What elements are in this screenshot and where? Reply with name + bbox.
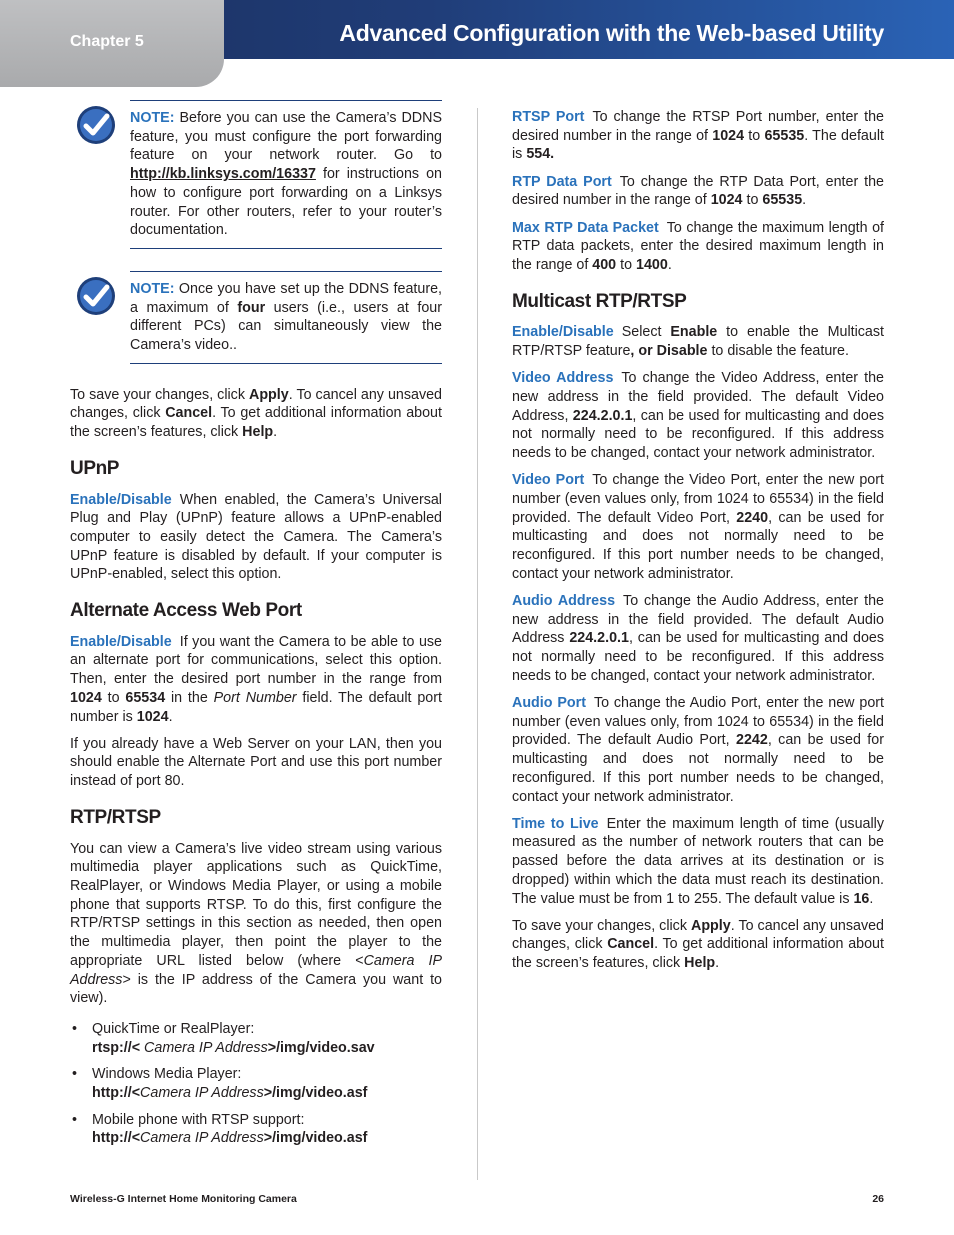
term-rtp-data-port: RTP Data Port [512,173,612,190]
kb-link[interactable]: http://kb.linksys.com/16337 [130,166,316,183]
column-divider [477,108,478,1180]
list-item: • Windows Media Player: http://<Camera IP Address>/img/video.asf [70,1065,442,1102]
term-alt-enable: Enable/Disable [70,633,172,650]
term-video-port: Video Port [512,472,585,489]
checkmark-note-icon [76,276,116,316]
audio-port-paragraph: Audio Port To change the Audio Port, enter the new port number (even values only, from 1024 to 65534) in the field provided. The default Audio Port, 2242, can be used for multicasting and does not normally need to be reconfigured. If this port number needs to be changed, contact your network administrator. [512,694,884,805]
note-text: NOTE: Once you have set up the DDNS feature, a maximum of four users (i.e., users at four different PCs) can simultaneously view the Camera’s video.. [130,280,442,354]
term-rtsp-port: RTSP Port [512,109,585,125]
rtp-data-port-paragraph: RTP Data Port To change the RTP Data Port, enter the desired number in the range of 1024 to 65535. [512,173,884,209]
save-instructions: To save your changes, click Apply. To cancel any unsaved changes, click Cancel. To get additional information about the screen’s features, click Help. [70,386,443,441]
max-rtp-paragraph: Max RTP Data Packet To change the maximum length of RTP data packets, enter the desired maximum length in the range of 400 to 1400. [512,219,885,273]
video-port-paragraph: Video Port To change the Video Port, enter the new port number (even values only, from 1024 to 65534) in the field provided. The default Video Port, 2240, can be used for multicasting and does not normally need to be reconfigured. If this port number needs to be changed, contact your network administrator. [512,472,884,582]
upnp-paragraph: Enable/Disable When enabled, the Camera’s Universal Plug and Play (UPnP) feature allows a UPnP-enabled computer to easily detect the Camera. The Camera’s UPnP feature is disabled by default. If your computer is UPnP-enabled, select this option. [70,491,442,583]
left-column [70,100,442,1156]
chapter-label: Chapter 5 [70,33,144,50]
note-text: NOTE: Before you can use the Camera’s DDNS feature, you must configure the port forwarding feature on your network router. Go to http://kb.linksys.com/16337 for instructions on how to configure port forwarding on a Linksys router. For other routers, refer to your router’s documentation. [130,110,442,239]
heading-upnp: UPnP [70,457,120,479]
term-upnp-enable: Enable/Disable [70,491,172,508]
alternate-port-paragraph: Enable/Disable If you want the Camera to be able to use an alternate port for communications, select this option. Then, enter the desired port number in the range from 1024 to 65534 in the Port Number field. The default port number is 1024. [70,633,442,725]
term-audio-address: Audio Address [512,592,616,609]
note-ddns-users [130,271,442,364]
player-url-list [70,1020,442,1148]
audio-address-paragraph: Audio Address To change the Audio Address, enter the new address in the field provided. The default Audio Address 224.2.0.1, can be used for multicasting and does not normally need to be reconfigured. If this address needs to be changed, contact your network administrator. [512,592,884,684]
term-multicast-enable: Enable/Disable [512,324,614,341]
term-max-rtp: Max RTP Data Packet [512,219,659,236]
video-address-paragraph: Video Address To change the Video Address, enter the new address in the field provided. The default Video Address, 224.2.0.1, can be used for multicasting and does not normally need to be reconfigured. If this address needs to be changed, contact your network administrator. [512,370,884,462]
note-ddns-port-forwarding [130,100,442,249]
page-header-title: Advanced Configuration with the Web-based Utility [339,20,884,46]
term-time-to-live: Time to Live [512,815,599,832]
ttl-paragraph: Time to Live Enter the maximum length of time (usually measured as the number of network routers that can be passed before the data arrives at its destination or is dropped) within which the data must reach its destination. The value must be from 1 to 255. The default value is 16. [512,815,884,907]
term-audio-port: Audio Port [512,694,586,711]
heading-alternate-port: Alternate Access Web Port [70,600,302,622]
checkmark-note-icon [76,105,116,145]
term-video-address: Video Address [512,370,614,387]
alternate-port-paragraph-2: If you already have a Web Server on your LAN, then you should enable the Alternate Port and use this port number instead of port 80. [70,735,442,790]
rtsp-port-paragraph: RTSP Port To change the RTSP Port number, enter the desired number in the range of 1024 to 65535. The default is 554. [512,109,885,163]
rtp-intro: You can view a Camera’s live video stream using various multimedia player applications such as QuickTime, RealPlayer, or Windows Media Player, or using a mobile phone that supports RTSP. To do this, first configure the RTP/RTSP settings in this section as needed, then open the multimedia player, then point the player to the appropriate URL listed below (where <Camera IP Address> is the IP address of the Camera you want to view). [70,840,442,1007]
list-item: • QuickTime or RealPlayer: rtsp://< Camera IP Address>/img/video.sav [70,1020,442,1057]
save-instructions-right: To save your changes, click Apply. To cancel any unsaved changes, click Cancel. To get additional information about the screen’s features, click Help. [512,917,885,972]
heading-multicast: Multicast RTP/RTSP [512,290,687,312]
note-label: NOTE: [130,110,175,126]
footer-product-name: Wireless-G Internet Home Monitoring Camera [70,1193,297,1205]
note-label: NOTE: [130,280,175,297]
footer-page-number: 26 [872,1193,884,1205]
heading-rtp-rtsp: RTP/RTSP [70,806,161,828]
right-column [512,108,884,981]
multicast-enable-paragraph: Enable/Disable Select Enable to enable the Multicast RTP/RTSP feature, or Disable to disable the feature. [512,324,884,360]
list-item: • Mobile phone with RTSP support: http://<Camera IP Address>/img/video.asf [70,1111,442,1148]
